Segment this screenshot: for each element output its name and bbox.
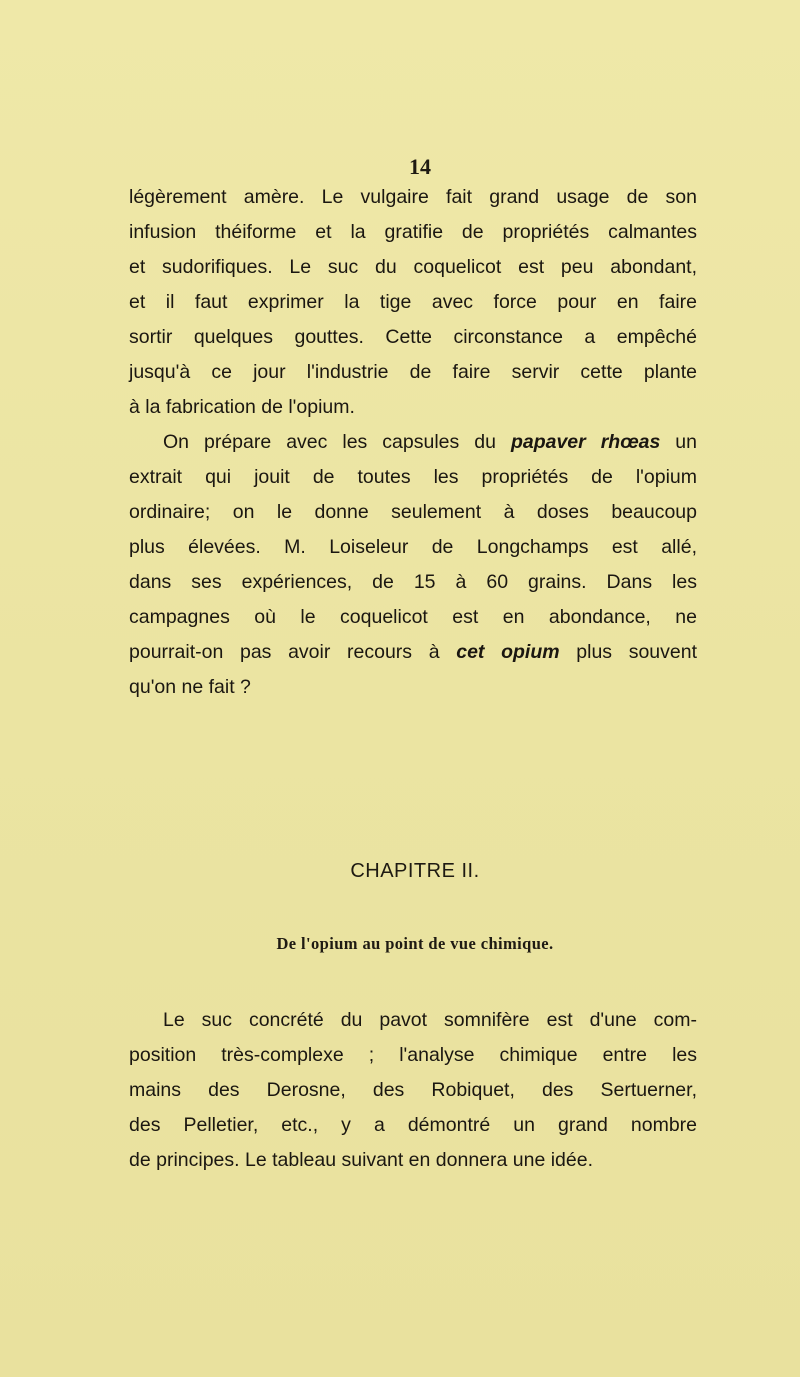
chapter-subtitle: De l'opium au point de vue chimique. xyxy=(276,934,554,953)
page-number: 14 xyxy=(409,154,431,179)
text-line xyxy=(129,635,697,670)
text-line: légèrement amère. Le vulgaire fait grand usage de son xyxy=(129,186,697,208)
text-line: ordinaire; on le donne seulement à doses beaucoup xyxy=(129,501,697,523)
text-line: extrait qui jouit de toutes les propriétés de l'opium xyxy=(129,466,697,488)
paragraph-1 xyxy=(129,180,697,425)
text-run: On prépare avec les capsules du xyxy=(163,431,511,453)
text-line: position très-complexe ; l'analyse chimique entre les xyxy=(129,1044,697,1066)
italic-term: cet opium xyxy=(456,641,560,663)
text-run: un xyxy=(660,431,697,453)
text-line: des Pelletier, etc., y a démontré un grand nombre xyxy=(129,1114,697,1136)
text-line: et il faut exprimer la tige avec force pour en faire xyxy=(129,291,697,313)
text-line: mains des Derosne, des Robiquet, des Sertuerner, xyxy=(129,1079,697,1101)
text-line: à la fabrication de l'opium. xyxy=(129,396,355,418)
text-line: sortir quelques gouttes. Cette circonstance a empêché xyxy=(129,326,697,348)
text-line: dans ses expériences, de 15 à 60 grains. Dans les xyxy=(129,571,697,593)
text-line: et sudorifiques. Le suc du coquelicot est peu abondant, xyxy=(129,256,697,278)
chapter-title: CHAPITRE II. xyxy=(350,860,480,882)
text-line xyxy=(129,425,697,460)
text-line: jusqu'à ce jour l'industrie de faire servir cette plante xyxy=(129,361,697,383)
paragraph-2 xyxy=(129,425,697,705)
text-run: plus souvent xyxy=(559,641,698,663)
text-line: plus élevées. M. Loiseleur de Longchamps est allé, xyxy=(129,536,697,558)
italic-term: papaver rhœas xyxy=(510,431,661,453)
text-run: pourrait-on pas avoir recours à xyxy=(129,641,457,663)
text-line: infusion théiforme et la gratifie de propriétés calmantes xyxy=(129,221,697,243)
paragraph-3 xyxy=(129,1003,697,1178)
text-line: campagnes où le coquelicot est en abondance, ne xyxy=(129,606,697,628)
text-line: de principes. Le tableau suivant en donnera une idée. xyxy=(129,1149,594,1171)
text-line: Le suc concrété du pavot somnifère est d'une com- xyxy=(163,1009,697,1031)
text-line: qu'on ne fait ? xyxy=(129,676,251,698)
